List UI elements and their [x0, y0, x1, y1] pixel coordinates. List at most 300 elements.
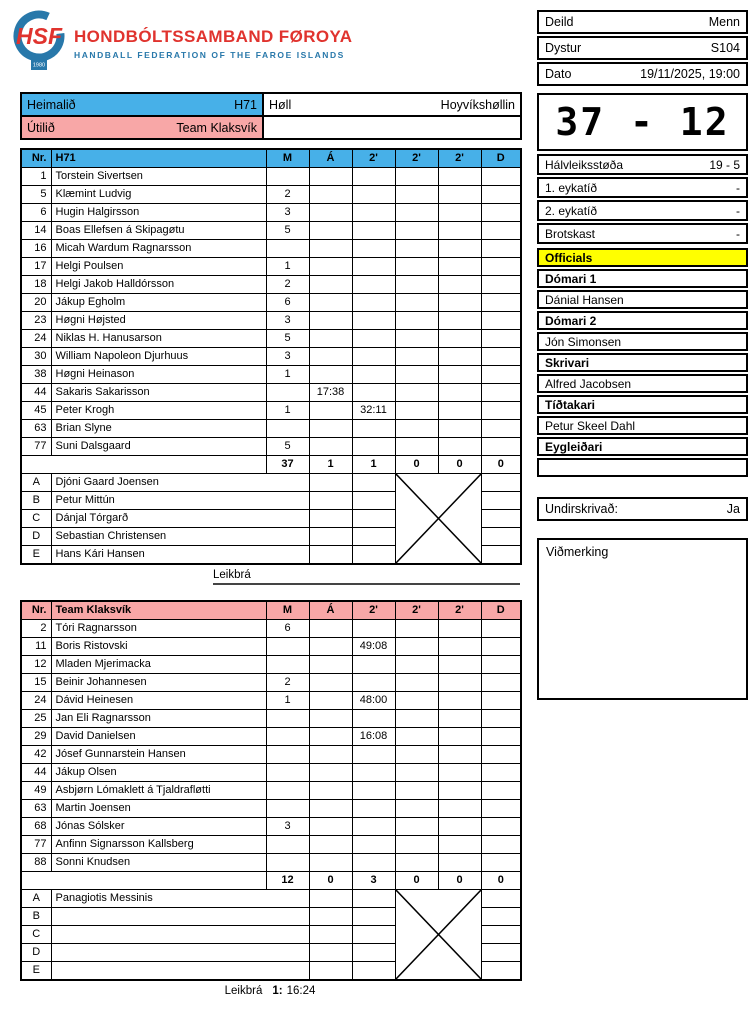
empty-header-cell — [263, 116, 521, 139]
stat-cell — [438, 710, 481, 728]
stat-cell — [395, 656, 438, 674]
stat-cell — [352, 800, 395, 818]
player-number: 49 — [21, 782, 51, 800]
stat-cell: 49:08 — [352, 638, 395, 656]
info-row-value: Menn — [708, 15, 740, 29]
player-name: Micah Wardum Ragnarsson — [51, 240, 266, 258]
match-info-box — [537, 10, 748, 88]
stat-cell — [395, 728, 438, 746]
stat-cell — [481, 854, 521, 872]
official-name-row — [537, 458, 748, 477]
column-header: H71 — [51, 149, 266, 168]
player-name: Høgni Højsted — [51, 312, 266, 330]
roster-header-row — [21, 601, 521, 620]
total-value: 0 — [481, 872, 521, 890]
stat-cell — [352, 204, 395, 222]
home-roster-table — [20, 148, 522, 565]
stat-cell: 5 — [266, 330, 309, 348]
stat-cell: 48:00 — [352, 692, 395, 710]
stat-cell — [438, 782, 481, 800]
bench-letter: C — [21, 510, 51, 528]
home-roster-section — [20, 148, 520, 585]
stat-cell — [266, 854, 309, 872]
hall-cell — [263, 93, 521, 116]
stat-cell — [395, 746, 438, 764]
column-header: Nr. — [21, 149, 51, 168]
stat-cell — [309, 438, 352, 456]
player-number: 42 — [21, 746, 51, 764]
player-number: 77 — [21, 836, 51, 854]
stat-cell — [395, 222, 438, 240]
stat-cell — [395, 800, 438, 818]
stat-cell — [395, 764, 438, 782]
player-name: Jónas Sólsker — [51, 818, 266, 836]
player-number: 20 — [21, 294, 51, 312]
official-name-row — [537, 416, 748, 435]
teams-header — [20, 92, 522, 140]
stat-cell — [438, 746, 481, 764]
stat-cell — [352, 492, 395, 510]
bench-official-name: Panagiotis Messinis — [51, 890, 309, 908]
stat-cell — [395, 186, 438, 204]
away-label: Útilið — [27, 120, 55, 135]
player-name: Peter Krogh — [51, 402, 266, 420]
player-row — [21, 674, 521, 692]
game-log-footer-away — [20, 981, 520, 997]
stat-cell — [309, 258, 352, 276]
stat-cell — [309, 746, 352, 764]
stat-cell — [352, 710, 395, 728]
stat-cell — [266, 728, 309, 746]
stat-cell — [352, 276, 395, 294]
stat-cell — [352, 222, 395, 240]
org-header — [74, 27, 352, 60]
signature-box — [537, 497, 748, 523]
stat-cell — [438, 366, 481, 384]
player-name: Sonni Knudsen — [51, 854, 266, 872]
stat-cell: 3 — [266, 818, 309, 836]
stat-cell — [309, 764, 352, 782]
stat-cell — [309, 728, 352, 746]
remarks-section — [537, 538, 748, 700]
player-name: Beinir Johannesen — [51, 674, 266, 692]
column-header: M — [266, 149, 309, 168]
stat-cell — [438, 620, 481, 638]
stat-cell: 2 — [266, 186, 309, 204]
stat-cell — [266, 746, 309, 764]
player-number: 5 — [21, 186, 51, 204]
stat-cell — [395, 276, 438, 294]
officials-panel — [537, 248, 748, 479]
stat-cell — [309, 546, 352, 565]
stat-cell — [309, 908, 352, 926]
score-row-label: Brotskast — [545, 226, 596, 241]
player-number: 68 — [21, 818, 51, 836]
stat-cell — [352, 746, 395, 764]
crossed-out-area — [395, 474, 481, 565]
info-row — [537, 62, 748, 86]
stat-cell: 3 — [266, 204, 309, 222]
player-row — [21, 384, 521, 402]
info-row-label: Deild — [545, 15, 574, 29]
stat-cell — [309, 492, 352, 510]
stat-cell — [438, 692, 481, 710]
official-name: Petur Skeel Dahl — [545, 418, 636, 433]
game-log-label: Leikbrá — [224, 985, 263, 997]
official-role-row — [537, 311, 748, 330]
column-header: Nr. — [21, 601, 51, 620]
player-name: Boris Ristovski — [51, 638, 266, 656]
player-name: Brian Slyne — [51, 420, 266, 438]
stat-cell — [352, 294, 395, 312]
player-row — [21, 710, 521, 728]
cross-icon — [396, 474, 481, 563]
stat-cell — [481, 348, 521, 366]
org-name: HONDBÓLTSSAMBAND FØROYA — [74, 27, 353, 46]
player-name: Jákup Olsen — [51, 764, 266, 782]
stat-cell — [395, 204, 438, 222]
score-detail-rows — [537, 154, 748, 244]
stat-cell — [352, 366, 395, 384]
stat-cell — [481, 782, 521, 800]
stat-cell — [481, 926, 521, 944]
bench-official-name — [51, 926, 309, 944]
column-header: 2' — [352, 601, 395, 620]
player-number: 29 — [21, 728, 51, 746]
column-header: 2' — [438, 149, 481, 168]
score-row-value: - — [736, 226, 740, 241]
hsf-logo-icon — [12, 8, 68, 74]
game-log-label: Leikbrá — [213, 569, 251, 581]
official-name: Jón Simonsen — [545, 334, 622, 349]
stat-cell — [481, 674, 521, 692]
stat-cell — [395, 168, 438, 186]
player-number: 17 — [21, 258, 51, 276]
official-role: Skrivari — [545, 355, 590, 370]
stat-cell — [309, 656, 352, 674]
player-number: 12 — [21, 656, 51, 674]
player-number: 23 — [21, 312, 51, 330]
stat-cell — [309, 818, 352, 836]
officials-title — [537, 248, 748, 267]
stat-cell — [352, 438, 395, 456]
totals-row — [21, 872, 521, 890]
stat-cell — [309, 890, 352, 908]
player-number: 15 — [21, 674, 51, 692]
totals-spacer — [21, 872, 266, 890]
player-number: 77 — [21, 438, 51, 456]
player-row — [21, 656, 521, 674]
stat-cell — [309, 638, 352, 656]
stat-cell — [352, 656, 395, 674]
stat-cell — [266, 782, 309, 800]
official-role: Dómari 2 — [545, 313, 597, 328]
stat-cell — [309, 222, 352, 240]
bench-letter: E — [21, 546, 51, 565]
stat-cell — [352, 944, 395, 962]
player-number: 30 — [21, 348, 51, 366]
bench-letter: D — [21, 944, 51, 962]
stat-cell — [438, 330, 481, 348]
stat-cell: 17:38 — [309, 384, 352, 402]
player-number: 6 — [21, 204, 51, 222]
stat-cell — [438, 836, 481, 854]
stat-cell — [438, 258, 481, 276]
stat-cell — [309, 420, 352, 438]
stat-cell — [438, 420, 481, 438]
away-roster-table — [20, 600, 522, 981]
stat-cell — [266, 638, 309, 656]
bench-official-name — [51, 908, 309, 926]
total-value: 12 — [266, 872, 309, 890]
stat-cell — [438, 186, 481, 204]
player-row — [21, 782, 521, 800]
stat-cell — [438, 674, 481, 692]
player-number: 25 — [21, 710, 51, 728]
stat-cell — [481, 420, 521, 438]
player-row — [21, 746, 521, 764]
stat-cell — [352, 168, 395, 186]
bench-official-row — [21, 474, 521, 492]
stat-cell — [481, 800, 521, 818]
player-name: Jósef Gunnarstein Hansen — [51, 746, 266, 764]
bench-letter: A — [21, 474, 51, 492]
stat-cell — [309, 312, 352, 330]
info-row — [537, 36, 748, 60]
player-name: Helgi Poulsen — [51, 258, 266, 276]
stat-cell — [266, 710, 309, 728]
stat-cell — [352, 926, 395, 944]
game-log-number: 1: — [272, 985, 283, 997]
stat-cell — [266, 240, 309, 258]
bench-letter: E — [21, 962, 51, 981]
player-row — [21, 620, 521, 638]
player-name: Tóri Ragnarsson — [51, 620, 266, 638]
player-row — [21, 402, 521, 420]
stat-cell — [481, 240, 521, 258]
column-header: Team Klaksvík — [51, 601, 266, 620]
stat-cell — [309, 944, 352, 962]
player-name: Jan Eli Ragnarsson — [51, 710, 266, 728]
official-role: Tíðtakari — [545, 397, 596, 412]
score-row-value: - — [736, 203, 740, 218]
stat-cell — [481, 746, 521, 764]
hall-label: Høll — [269, 97, 292, 112]
official-role-row — [537, 395, 748, 414]
stat-cell — [481, 836, 521, 854]
total-value: 0 — [438, 872, 481, 890]
total-value: 0 — [438, 456, 481, 474]
stat-cell — [481, 384, 521, 402]
column-header: Á — [309, 149, 352, 168]
player-number: 16 — [21, 240, 51, 258]
player-row — [21, 186, 521, 204]
player-name: Høgni Heinason — [51, 366, 266, 384]
stat-cell — [481, 656, 521, 674]
total-value: 37 — [266, 456, 309, 474]
player-row — [21, 330, 521, 348]
column-header: 2' — [352, 149, 395, 168]
cross-icon — [396, 890, 481, 979]
stat-cell — [481, 258, 521, 276]
stat-cell — [309, 962, 352, 981]
player-name: Asbjørn Lómaklett á Tjaldrafløtti — [51, 782, 266, 800]
home-team-name: H71 — [234, 97, 257, 112]
stat-cell — [395, 710, 438, 728]
stat-cell — [438, 312, 481, 330]
bench-official-name: Hans Kári Hansen — [51, 546, 309, 565]
logo-year: 1980 — [32, 62, 46, 69]
stat-cell — [481, 908, 521, 926]
player-row — [21, 728, 521, 746]
stat-cell — [266, 764, 309, 782]
stat-cell — [309, 402, 352, 420]
stat-cell — [352, 546, 395, 565]
player-name: Sakaris Sakarisson — [51, 384, 266, 402]
player-row — [21, 764, 521, 782]
stat-cell — [309, 366, 352, 384]
player-row — [21, 638, 521, 656]
stat-cell — [395, 692, 438, 710]
stat-cell — [395, 620, 438, 638]
player-row — [21, 692, 521, 710]
stat-cell — [438, 638, 481, 656]
column-header: M — [266, 601, 309, 620]
stat-cell: 1 — [266, 366, 309, 384]
stat-cell — [352, 908, 395, 926]
stat-cell: 1 — [266, 258, 309, 276]
stat-cell — [481, 528, 521, 546]
player-name: Klæmint Ludvig — [51, 186, 266, 204]
stat-cell — [395, 330, 438, 348]
stat-cell — [438, 204, 481, 222]
stat-cell: 32:11 — [352, 402, 395, 420]
player-name: Suni Dalsgaard — [51, 438, 266, 456]
stat-cell — [438, 276, 481, 294]
player-number: 18 — [21, 276, 51, 294]
player-number: 14 — [21, 222, 51, 240]
stat-cell — [438, 854, 481, 872]
stat-cell — [266, 836, 309, 854]
total-value: 0 — [481, 456, 521, 474]
bench-letter: B — [21, 908, 51, 926]
info-row-label: Dato — [545, 67, 572, 81]
player-row — [21, 420, 521, 438]
player-number: 38 — [21, 366, 51, 384]
stat-cell — [352, 782, 395, 800]
stat-cell — [309, 294, 352, 312]
stat-cell — [481, 818, 521, 836]
stat-cell — [481, 438, 521, 456]
stat-cell — [266, 420, 309, 438]
stat-cell — [309, 926, 352, 944]
remarks-box — [537, 538, 748, 700]
player-row — [21, 348, 521, 366]
stat-cell — [309, 692, 352, 710]
signed-value: Ja — [726, 502, 740, 516]
player-number: 63 — [21, 800, 51, 818]
stat-cell — [481, 474, 521, 492]
stat-cell — [438, 402, 481, 420]
total-value: 1 — [352, 456, 395, 474]
stat-cell — [438, 348, 481, 366]
score-row-value: 19 - 5 — [709, 157, 740, 172]
stat-cell — [481, 186, 521, 204]
stat-cell — [481, 890, 521, 908]
player-number: 24 — [21, 330, 51, 348]
stat-cell — [309, 276, 352, 294]
bench-letter: D — [21, 528, 51, 546]
stat-cell: 1 — [266, 692, 309, 710]
stat-cell — [352, 818, 395, 836]
player-name: Anfinn Signarsson Kallsberg — [51, 836, 266, 854]
stat-cell — [309, 710, 352, 728]
score-row-label: 1. eykatíð — [545, 180, 598, 195]
stat-cell — [481, 312, 521, 330]
stat-cell — [481, 492, 521, 510]
bench-official-name: Sebastian Christensen — [51, 528, 309, 546]
total-value: 1 — [309, 456, 352, 474]
total-value: 0 — [395, 456, 438, 474]
stat-cell — [481, 366, 521, 384]
player-row — [21, 800, 521, 818]
player-number: 24 — [21, 692, 51, 710]
stat-cell — [309, 348, 352, 366]
stat-cell — [309, 620, 352, 638]
player-row — [21, 294, 521, 312]
player-row — [21, 168, 521, 186]
officials-rows — [537, 269, 748, 477]
stat-cell — [352, 330, 395, 348]
stat-cell — [481, 546, 521, 565]
player-number: 63 — [21, 420, 51, 438]
player-number: 44 — [21, 384, 51, 402]
game-log-time: 16:24 — [286, 985, 316, 997]
stat-cell — [438, 656, 481, 674]
score-box — [537, 93, 748, 246]
column-header: 2' — [395, 149, 438, 168]
stat-cell — [352, 890, 395, 908]
stat-cell — [309, 836, 352, 854]
stat-cell — [481, 510, 521, 528]
stat-cell — [481, 402, 521, 420]
stat-cell — [481, 330, 521, 348]
score-row-label: Hálvleiksstøða — [545, 157, 624, 172]
stat-cell — [352, 258, 395, 276]
stat-cell — [438, 240, 481, 258]
away-team-cell — [21, 116, 263, 139]
bench-official-name — [51, 944, 309, 962]
stat-cell — [438, 764, 481, 782]
column-header: D — [481, 149, 521, 168]
column-header: 2' — [395, 601, 438, 620]
official-role: Eygleiðari — [545, 439, 603, 454]
stat-cell — [395, 294, 438, 312]
stat-cell — [352, 312, 395, 330]
stat-cell — [352, 240, 395, 258]
info-row-value: 19/11/2025, 19:00 — [640, 67, 740, 81]
roster-header-row — [21, 149, 521, 168]
player-name: Niklas H. Hanusarson — [51, 330, 266, 348]
game-log-footer-home — [20, 566, 520, 585]
home-label: Heimalið — [27, 97, 76, 112]
stat-cell — [395, 312, 438, 330]
stat-cell — [395, 818, 438, 836]
official-role: Dómari 1 — [545, 271, 597, 286]
bench-official-name: Djóni Gaard Joensen — [51, 474, 309, 492]
stat-cell: 5 — [266, 222, 309, 240]
stat-cell — [352, 420, 395, 438]
